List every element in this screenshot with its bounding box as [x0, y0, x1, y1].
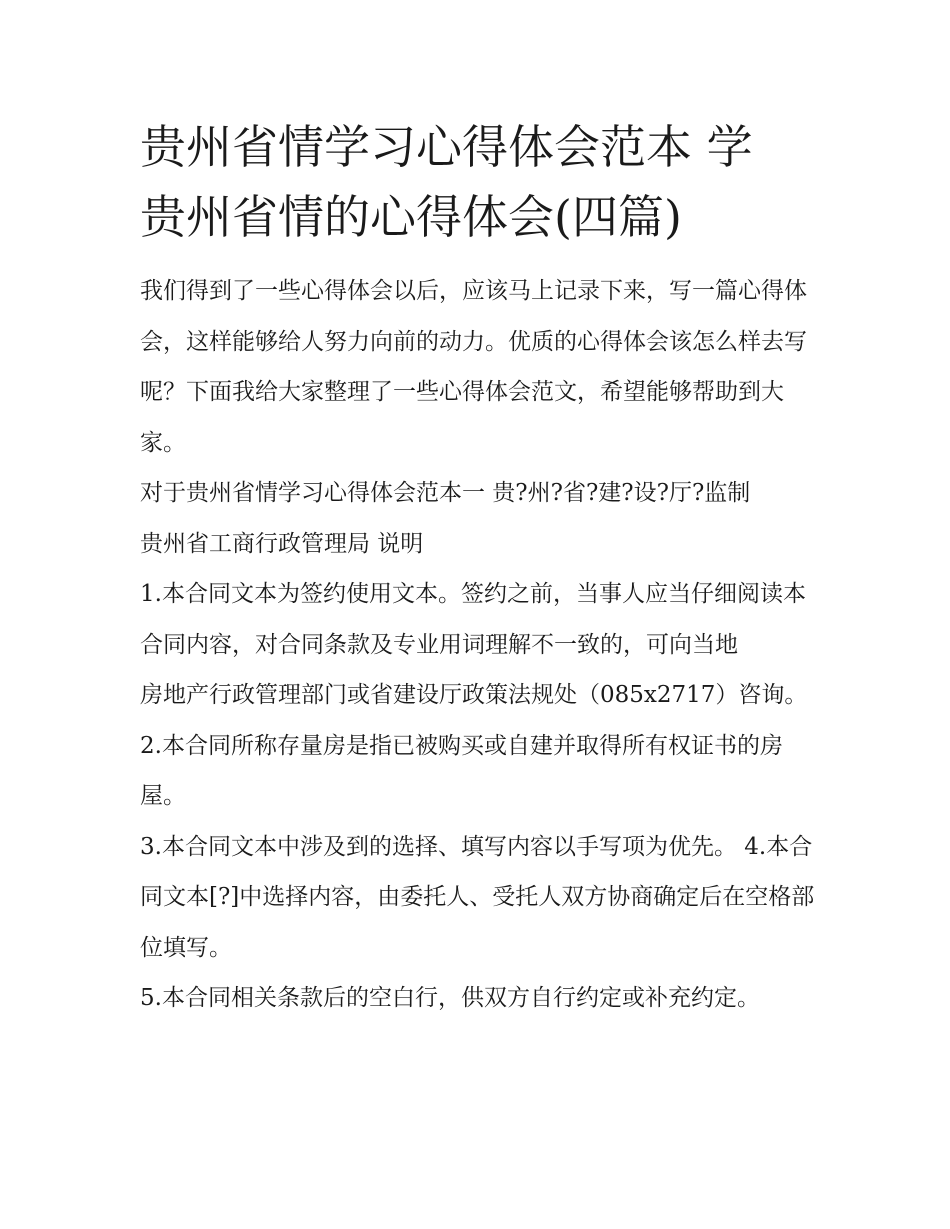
section-heading: 对于贵州省情学习心得体会范本一 贵?州?省?建?设?厅?监制: [140, 480, 751, 506]
issuer-line: 贵州省工商行政管理局 说明: [140, 530, 424, 557]
clause-5: 5.本合同相关条款后的空白行，供双方自行约定或补充约定。: [140, 985, 760, 1011]
clause-1: 1.本合同文本为签约使用文本。签约之前，当事人应当仔细阅读本合同内容，对合同条款及专业用词理解不一致的，可向当地: [140, 581, 806, 658]
intro-paragraph: 我们得到了一些心得体会以后，应该马上记录下来，写一篇心得体会，这样能够给人努力向前的动力。优质的心得体会该怎么样去写呢？下面我给大家整理了一些心得体会范文，希望能够帮助到大家。: [140, 278, 807, 456]
clause-3-4: 3.本合同文本中涉及到的选择、填写内容以手写项为优先。 4.本合同文本[?]中选择内容，由委托人、受托人双方协商确定后在空格部位填写。: [140, 833, 815, 961]
title-line-2: 贵州省情的心得体会(四篇): [140, 190, 682, 244]
clause-2: 房地产行政管理部门或省建设厅政策法规处（085x2717）咨询。 2.本合同所称存量房是指已被购买或自建并取得所有权证书的房屋。: [140, 682, 808, 809]
title-line-1: 贵州省情学习心得体会范本 学: [140, 120, 753, 174]
document-title: [140, 112, 820, 252]
document-content: [140, 112, 820, 1024]
